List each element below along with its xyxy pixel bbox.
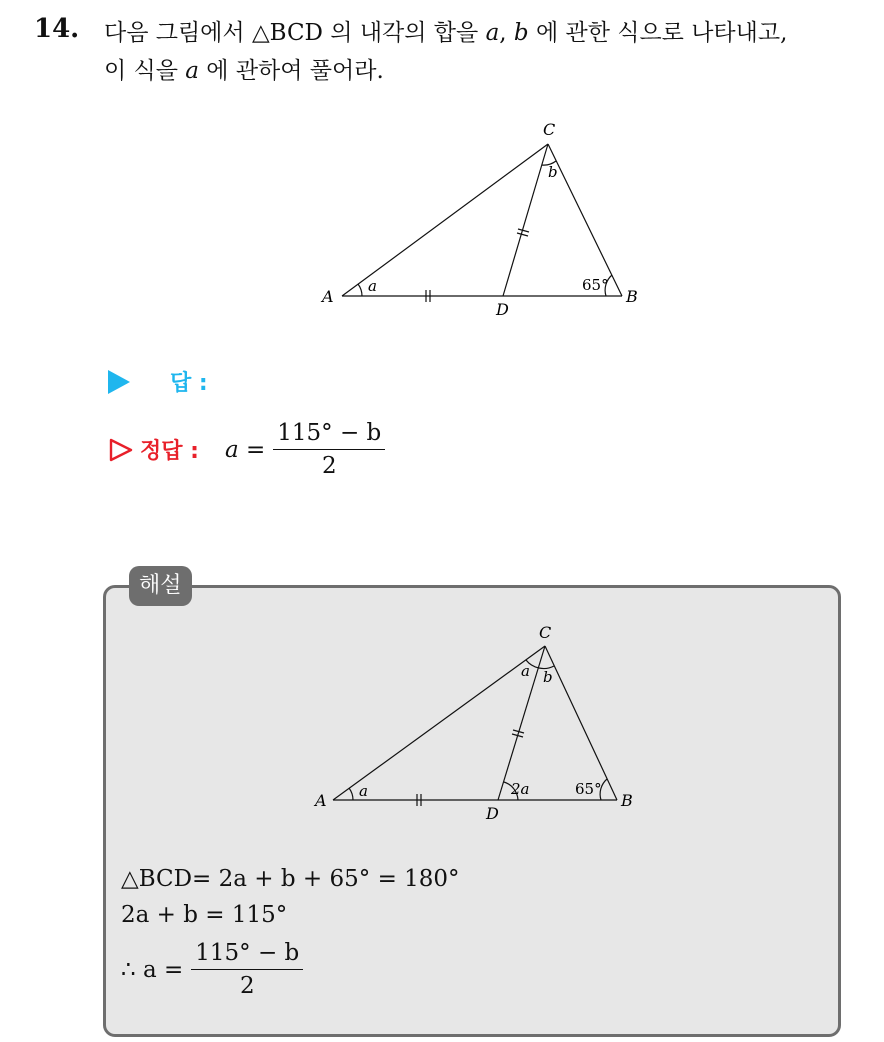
sol-label-d: D xyxy=(486,804,499,823)
correct-formula xyxy=(225,420,385,479)
label-a: A xyxy=(322,287,334,306)
correct-numerator: 115° − b xyxy=(273,420,385,450)
answer-row xyxy=(108,366,208,397)
sol-label-b: B xyxy=(621,791,633,810)
answer-label: 답 : xyxy=(170,371,208,396)
question-number: 14. xyxy=(34,14,80,44)
angle-label-a: a xyxy=(368,277,377,295)
sol-label-a: A xyxy=(315,791,327,810)
question-text-mid: 의 내각의 합을 xyxy=(323,20,486,46)
question-text-line2-post: 에 관하여 풀어라. xyxy=(199,58,384,84)
correct-arrow-icon xyxy=(108,437,134,463)
triangle-symbol: △BCD xyxy=(251,20,323,46)
triangle-figure-question xyxy=(310,115,660,325)
sol-label-c: C xyxy=(539,623,552,642)
sol-angle-label-c-left: a xyxy=(521,662,530,680)
question-text-pre: 다음 그림에서 xyxy=(104,20,252,46)
side-ac xyxy=(342,144,548,296)
angle-label-b: b xyxy=(548,163,558,181)
solution-line3 xyxy=(121,940,303,999)
solution-numerator: 115° − b xyxy=(191,940,303,970)
side-cb xyxy=(548,144,622,296)
question-text-line1 xyxy=(104,14,787,47)
correct-label: 정답 : xyxy=(140,439,199,464)
correct-fraction xyxy=(273,420,385,479)
label-b: B xyxy=(626,287,638,306)
solution-line1: △BCD= 2a + b + 65° = 180° xyxy=(121,866,460,892)
label-c: C xyxy=(543,120,556,139)
question-text-line2-pre: 이 식을 xyxy=(104,58,186,84)
variable-b: b xyxy=(513,20,529,46)
tick-cd-1 xyxy=(518,229,529,232)
comma: , xyxy=(499,20,514,46)
label-d: D xyxy=(496,300,509,319)
sol-angle-arc-a xyxy=(349,788,353,800)
sol-side-ac xyxy=(333,646,545,800)
correct-formula-lhs: a = xyxy=(224,436,266,463)
solution-fraction xyxy=(191,940,303,999)
variable-a-2: a xyxy=(185,58,199,84)
variable-a: a xyxy=(485,20,500,46)
sol-side-cb xyxy=(545,646,617,800)
solution-line2: 2a + b = 115° xyxy=(121,902,288,928)
solution-tag: 해설 xyxy=(129,566,192,606)
sol-angle-label-a: a xyxy=(359,782,368,800)
tick-cd-2 xyxy=(517,233,528,236)
correct-denominator: 2 xyxy=(321,453,337,479)
sol-angle-label-65: 65° xyxy=(575,780,602,798)
answer-arrow-icon xyxy=(108,370,130,394)
angle-label-65: 65° xyxy=(582,276,609,294)
sol-angle-label-c-right: b xyxy=(543,668,553,686)
triangle-figure-solution xyxy=(305,622,655,832)
correct-answer-row xyxy=(108,420,385,479)
angle-arc-a xyxy=(358,284,362,296)
sol-angle-label-2a: 2a xyxy=(511,780,530,798)
question-text-line2 xyxy=(104,52,384,85)
segment-cd xyxy=(503,144,548,296)
question-text-post: 에 관한 식으로 나타내고, xyxy=(528,20,788,46)
solution-denominator: 2 xyxy=(239,973,255,999)
solution-line3-lhs: ∴ a = xyxy=(121,956,184,983)
